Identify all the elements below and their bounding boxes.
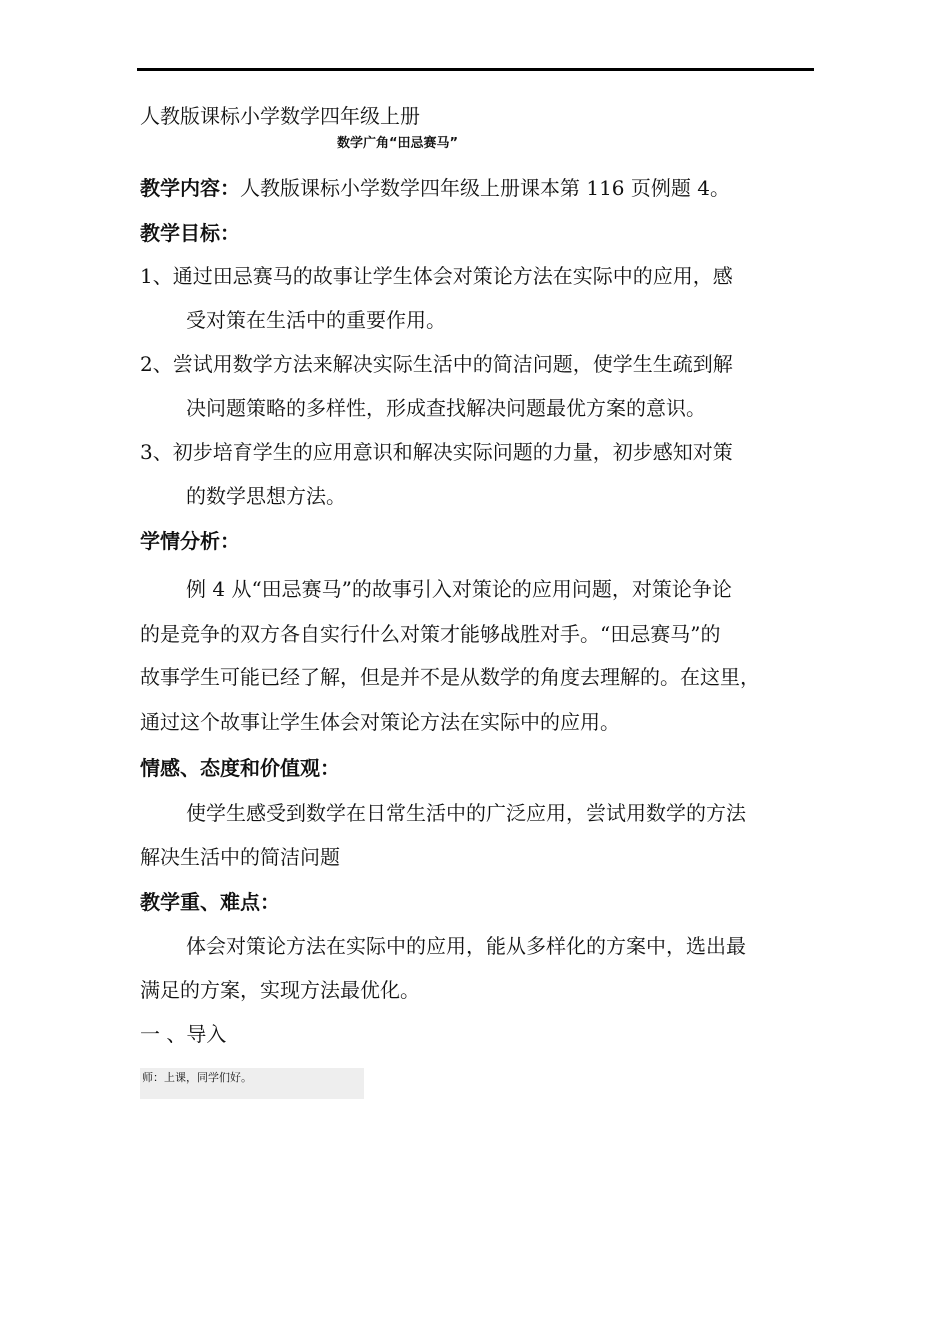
dialogue-note: 师：上课，同学们好。 [140,1068,364,1099]
objective-item: 2、尝试用数学方法来解决实际生活中的简洁问题，使学生生疏到解 [140,352,733,376]
values-paragraph-line: 解决生活中的简洁问题 [140,845,340,869]
values-paragraph-line: 使学生感受到数学在日常生活中的广泛应用，尝试用数学的方法 [186,801,746,825]
intro-heading: 一 、导入 [140,1022,227,1046]
content-label: 教学内容： [140,176,240,200]
header-rule [137,68,814,71]
analysis-paragraph-line: 通过这个故事让学生体会对策论方法在实际中的应用。 [140,710,620,734]
content-text: 人教版课标小学数学四年级上册课本第 116 页例题 4。 [240,176,730,200]
objective-item: 3、初步培育学生的应用意识和解决实际问题的力量，初步感知对策 [140,440,733,464]
objective-item-continued: 受对策在生活中的重要作用。 [186,308,446,332]
lesson-subtitle: 数学广角“田忌赛马” [337,136,459,151]
analysis-paragraph-line: 的是竞争的双方各自实行什么对策才能够战胜对手。“田忌赛马”的 [140,622,721,646]
document-title: 人教版课标小学数学四年级上册 [140,104,420,128]
content-line [140,174,730,202]
keypoints-heading: 教学重、难点： [140,890,280,914]
objective-item-continued: 的数学思想方法。 [186,484,346,508]
keypoints-paragraph-line: 体会对策论方法在实际中的应用，能从多样化的方案中，选出最 [186,934,746,958]
keypoints-paragraph-line: 满足的方案，实现方法最优化。 [140,978,420,1002]
objectives-heading: 教学目标： [140,221,240,245]
objective-item: 1、通过田忌赛马的故事让学生体会对策论方法在实际中的应用，感 [140,264,733,288]
analysis-paragraph-line: 例 4 从“田忌赛马”的故事引入对策论的应用问题，对策论争论 [186,577,732,601]
objective-item-continued: 决问题策略的多样性，形成查找解决问题最优方案的意识。 [186,396,706,420]
values-heading: 情感、态度和价值观： [140,756,340,780]
analysis-paragraph-line: 故事学生可能已经了解，但是并不是从数学的角度去理解的。在这里， [140,665,760,689]
analysis-heading: 学情分析： [140,529,240,553]
